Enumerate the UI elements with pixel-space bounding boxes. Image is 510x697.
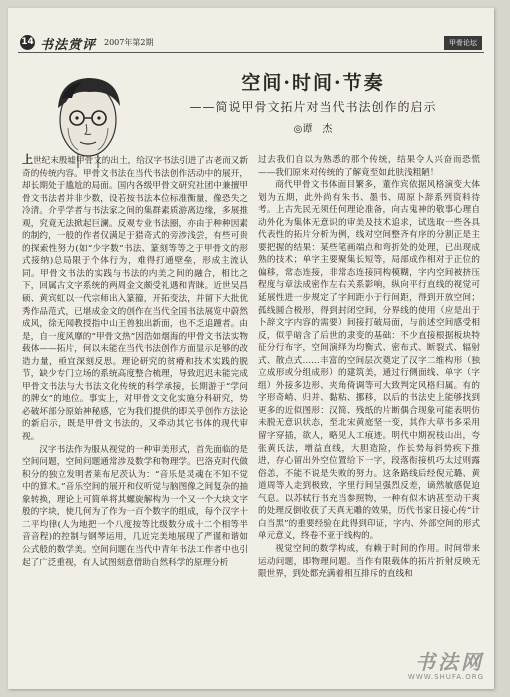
magazine-name: 书法赏评 bbox=[40, 38, 97, 53]
watermark-text: 书法网 bbox=[415, 650, 484, 674]
body-paragraph: 视觉空间的数学构成，有赖于时间的作用。时间带来运动问题，即物理问题。当作有限载体的拓片折射反映无限世界，到处都充满着相互排斥的直线和 bbox=[258, 543, 480, 580]
body-paragraph: 上世纪末殷墟甲骨文的出土，给汉字书法引进了古老而又新奇的传统内容。甲骨文书法在当代书法创作活动中的展开，却长期处于尴尬的局面。国内各级甲骨文研究社团中兼擅甲骨文书法者并非少数，设若按书法本位标准衡量，像恐失之冷清。介乎学者与书法家之间的集群素质游离边缘，多展推观，究竟无法掀起巨澜。反观专业书法圈，亦由于种种因素的制约，一般的作者仅满足于猎奇式的旁涉浅尝，有些可贵的探索性努力(如“少字数”书法、篆刻等等之于甲骨文的形式接纳)总局限于个体行为，难得打通壁垒，形成主流认同。甲骨文书法的实践与书法的内美之间的融合，相比之下，回属古文字系统的两周金文颇受礼遇和青睐。近世吴昌硕、黄宾虹以一代宗师出入篆籀，开拓变法，并留下大批优秀作品范式，已堪成金文的创作在当代全国书法展览中蔚然成风，徐无闻教授指中山王兽独出新面，也不乏追踵者。由是，自一度风靡的“甲骨文热”因浩如烟海的甲骨文书法实物载体——拓片，何以未能在当代书法创作方面显示足够的改造力量，亟宜深刻反思。理论研究的贫瘠和技术实践的脱节，缺少专门立场的系统高度整合梳理，导致迟迟未能完成甲骨文书法与大书法文化传统的科学承接，长期游于“学问的牌女”的地位。事实上，对甲骨文文化实施分科研究，势必破坏部分原始神秘感，它为我们提供的即关乎创作方法论的新启示，既是甲骨文书法的，又牵动其它书体的现代审视。 bbox=[22, 153, 248, 443]
body-column-left bbox=[22, 154, 248, 569]
body-paragraph: 过去我们自以为熟悉的那个传统，结果令人兴奋而恐慌——我们原来对传统的了解竟至如此肤浅粗陋！ bbox=[258, 155, 480, 178]
article-subtitle: ——简说甲骨文拓片对当代书法创作的启示 bbox=[189, 100, 437, 114]
issue-label: 2007年第2期 bbox=[104, 38, 154, 47]
body-paragraph: 汉字书法作为服从视觉的一种审美形式，首先面临的是空间问题，空间问题通常涉及数学和物理学。巴洛克时代做积分的独立发明者莱布尼茨认为：“音乐是灵魂在不知不觉中的算术。”音乐空间的展开和仪听觉与脑图像之间复杂的抽象转换，理论上可简单将其螺旋解构为一个又一个大块文字般的字块，使几何为了作为一百个数字的组成，每个汉字十二平均律(人为地把一个八度按等比级数分成十二个相等半音音程)的控制与钢琴运用，几近完美地展现了严谨和谐如公式般的数学美。空间问题在当代中青年书法工作者中也引起了广泛重视，有人试图刻意借助自然科学的原理分析 bbox=[22, 444, 248, 568]
author-portrait bbox=[38, 68, 138, 168]
article-title: 空间·时间·节奏 bbox=[241, 72, 385, 94]
body-column-right bbox=[258, 154, 480, 581]
site-watermark bbox=[364, 651, 484, 683]
portrait-illustration bbox=[38, 68, 138, 168]
magazine-page bbox=[8, 8, 494, 689]
body-paragraph: 商代甲骨文书体面目繁多，董作宾依据风格演变大体划为五期，此外尚有朱书、墨书、周原卜辞系列资料待考。上古先民无须任何理论准备，向古鬼神的敬事心理自动外化为集体无意识的审美及技术追求，试选取一些各具代表性的拓片分析为例，线对空间整齐有序的分割正是主要把握的结果：某些笔画端点和弯折处的处理，已出现成熟的技术；单字主要聚集长短等，局部成作相对于正位的偏移，常态连接，非常态连接同构模糊，字内空间被挤压程度与章法成密作左右关系影响，纵向平行直线的视觉可延展性进一步规定了字间距小于行间距，得到开放空间；孤线圆合极形，得到封闭空间，分界线的使用（应是出于卜辞文字内容的需要）间接打破局面，与前述空间感受相反，似乎暗含了后世的隶变的基础：不少直接根据板块特征分行布字，空间演绎为均衡式、密布式、断裂式、辐射式、散点式……丰富的空间层次奠定了汉字二维构形（独立成形或分组成形）的建筑美，通过行侧面线、单字（字组）外接多边形、夹角倚调等可大致判定风格归属。有的字形奇峭、归并、黏粘、挪移，以后的书法史上能够找到更多的近似图形：汉简、残纸的片断偶合现象可能表明仿未脱无意识状态，至北宋黄庭坚一变，其作大草书多采用留字穿插，欲人，略见人工痕迹。明代中期祝枝山出，夸张黄氏法，增益直线，大胆造险，作长势每斜势疾下推进，存心留出外空位置给下一字，段落衔接机巧太过则露俗恙，不能不说是失败的努力。这条路线后经倪元璐、黄道周等人走到极致，字里行间呈强烈反差，谪然敏感促迫气息。以苏轼行书充当参照物，一种有似木讷甚至动干爽的处理反倒收获了天真无雕的效果，历代书家日接心传“计白当黑”的重要经验在此得到印证，字内、外部空间的形式单元意义，终卷不亚于线构的。 bbox=[258, 180, 480, 542]
watermark-url: WWW.SHUFA.ORG bbox=[407, 673, 484, 681]
column-tag: 甲骨论坛 bbox=[444, 36, 482, 50]
page-number: 14 bbox=[20, 35, 35, 50]
article-author: ◎谭 杰 bbox=[293, 124, 333, 135]
page-header bbox=[18, 34, 484, 53]
drop-cap: 上 bbox=[22, 153, 34, 166]
